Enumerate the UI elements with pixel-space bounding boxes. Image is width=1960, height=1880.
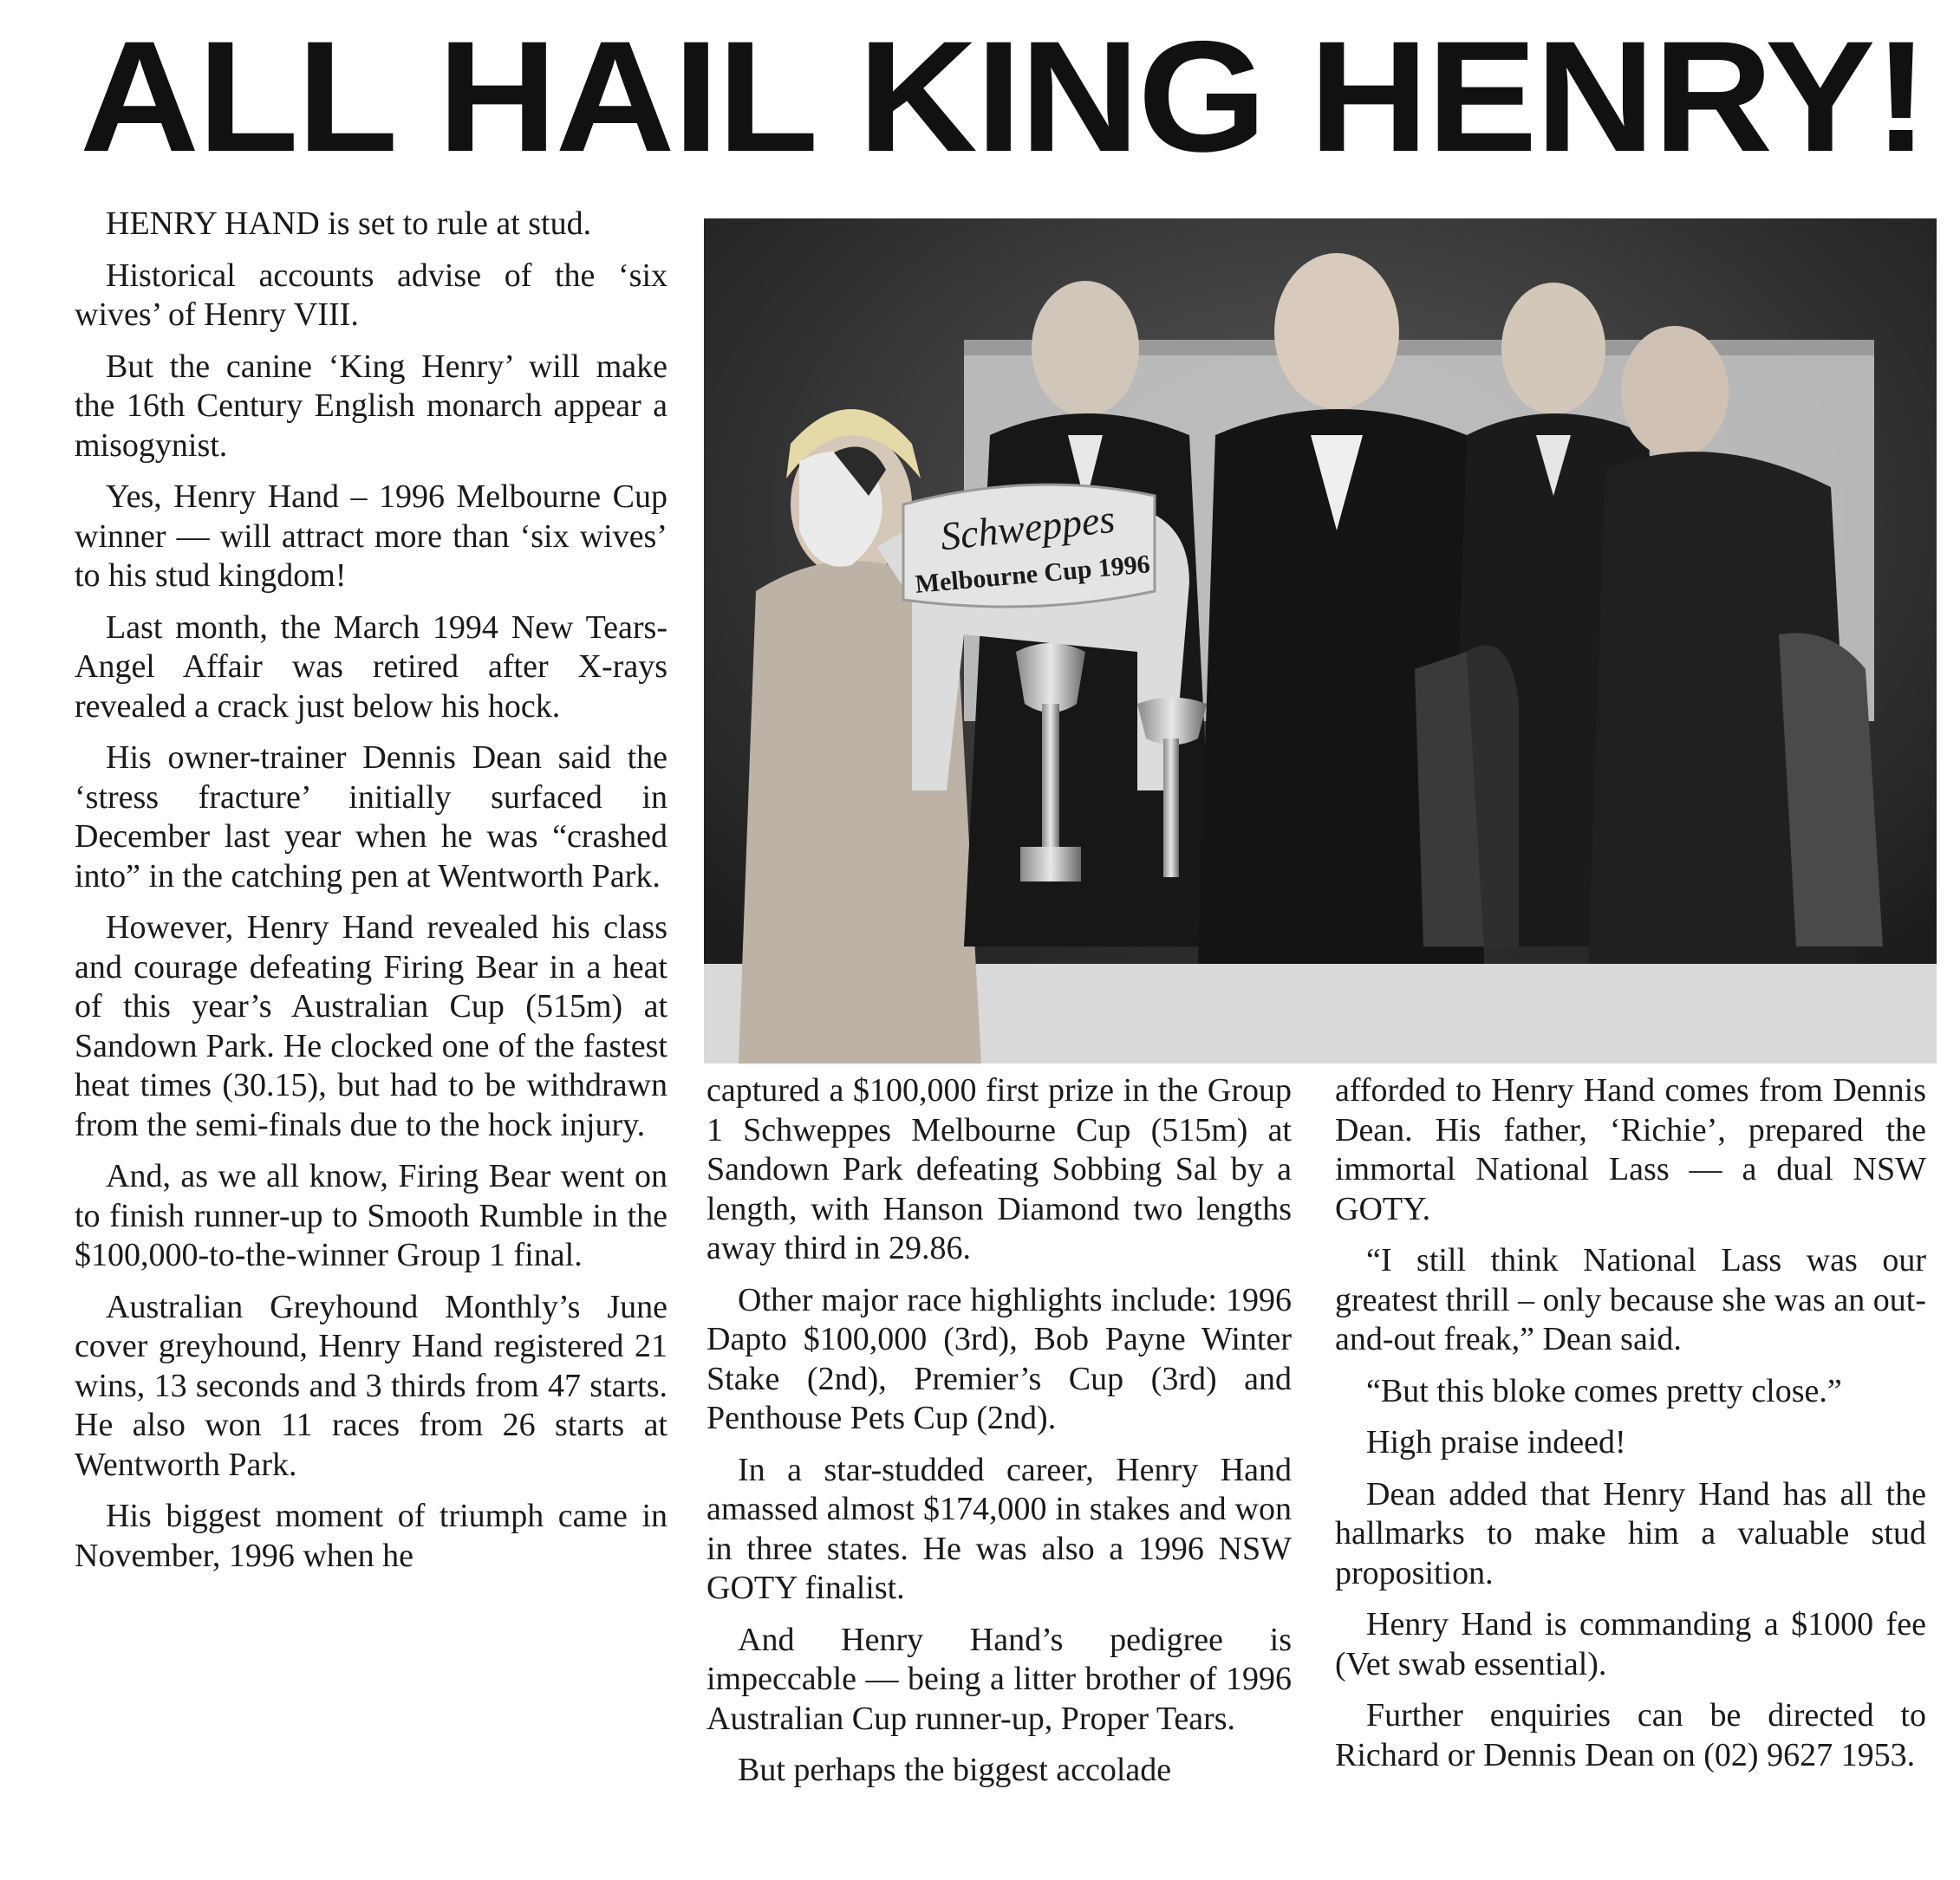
paragraph: Last month, the March 1994 New Tears-Angel Affair was retired after X-rays revealed a crack just below his hock. (75, 608, 667, 725)
article-column-2 (707, 1071, 1292, 1877)
article-column-1 (75, 205, 667, 1877)
paragraph: But the canine ‘King Henry’ will make the 16th Century English monarch appear a misogynist. (75, 348, 667, 464)
paragraph: captured a $100,000 first prize in the Group 1 Schweppes Melbourne Cup (515m) at Sandown Park defeating Sobbing Sal by a length, with Hanson Diamond two lengths away third in 29.86. (707, 1072, 1292, 1266)
paragraph: afforded to Henry Hand comes from Dennis Dean. His father, ‘Richie’, prepared the immortal National Lass — a dual NSW GOTY. (1335, 1072, 1926, 1227)
paragraph: Historical accounts advise of the ‘six wives’ of Henry VIII. (75, 257, 667, 333)
paragraph: His biggest moment of triumph came in November, 1996 when he (75, 1498, 667, 1574)
paragraph: Other major race highlights include: 1996 Dapto $100,000 (3rd), Bob Payne Winter Stake (2nd), Premier’s Cup (3rd) and Penthouse Pets Cup (2nd). (707, 1281, 1292, 1436)
paragraph: “I still think National Lass was our greatest thrill – only because she was an out-and-out freak,” Dean said. (1335, 1242, 1926, 1357)
paragraph: Henry Hand is commanding a $1000 fee (Vet swab essential). (1335, 1606, 1926, 1682)
paragraph: His owner-trainer Dennis Dean said the ‘stress fracture’ initially surfaced in December last year when he was “crashed into” in the catching pen at Wentworth Park. (75, 739, 667, 894)
paragraph: But perhaps the biggest accolade (738, 1752, 1172, 1788)
rug-event-text: Melbourne Cup 1996 (914, 550, 1151, 599)
paragraph: And Henry Hand’s pedigree is impeccable — being a litter brother of 1996 Australian Cup runner-up, Proper Tears. (707, 1621, 1292, 1737)
paragraph: However, Henry Hand revealed his class and courage defeating Firing Bear in a heat of this year’s Australian Cup (515m) at Sandown Park. He clocked one of the fastest heat times (30.15), but had to be withdrawn from the semi-finals due to the hock injury. (75, 909, 667, 1143)
photo-illustration (704, 218, 1937, 1064)
article-column-3 (1335, 1071, 1926, 1877)
rug-brand-text: Schweppes (938, 496, 1117, 559)
headline: ALL HAIL KING HENRY! (80, 8, 1927, 185)
paragraph: Yes, Henry Hand – 1996 Melbourne Cup winner — will attract more than ‘six wives’ to his stud kingdom! (75, 478, 667, 594)
photo-trophy-presentation (704, 218, 1937, 1064)
paragraph: HENRY HAND is set to rule at stud. (106, 205, 592, 242)
paragraph: “But this bloke comes pretty close.” (1366, 1372, 1842, 1409)
paragraph: And, as we all know, Firing Bear went on to finish runner-up to Smooth Rumble in the $100,000-to-the-winner Group 1 final. (75, 1158, 667, 1273)
paragraph: High praise indeed! (1366, 1424, 1626, 1460)
paragraph: Dean added that Henry Hand has all the hallmarks to make him a valuable stud proposition. (1335, 1475, 1926, 1591)
paragraph: Further enquiries can be directed to Richard or Dennis Dean on (02) 9627 1953. (1335, 1697, 1926, 1773)
paragraph: In a star-studded career, Henry Hand amassed almost $174,000 in stakes and won in three states. He was also a 1996 NSW GOTY finalist. (707, 1451, 1292, 1606)
paragraph: Australian Greyhound Monthly’s June cover greyhound, Henry Hand registered 21 wins, 13 seconds and 3 thirds from 47 starts. He also won 11 races from 26 starts at Wentworth Park. (75, 1288, 667, 1483)
